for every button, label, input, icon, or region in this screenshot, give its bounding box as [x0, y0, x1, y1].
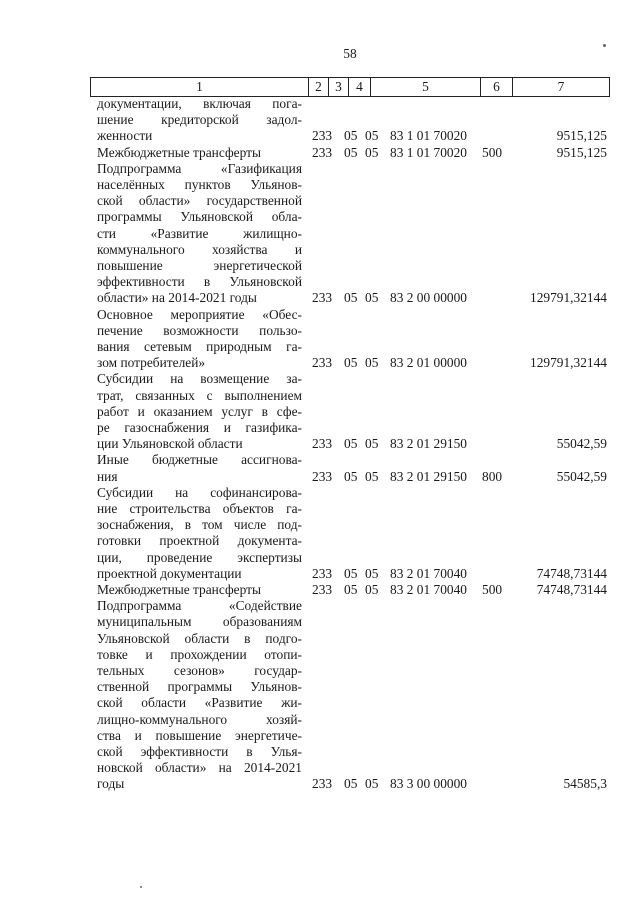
row-description — [97, 598, 302, 792]
description-line: муниципальным образованиям — [97, 614, 302, 630]
description-line: ния — [97, 468, 118, 484]
cell-c6: 500 — [482, 144, 503, 160]
cell-c4: 05 — [365, 436, 379, 452]
cell-c5: 83 2 01 29150 — [390, 436, 467, 452]
description-line: ции, проведение экспертизы — [97, 549, 302, 565]
description-line: эффективности в Ульяновской — [97, 274, 302, 290]
description-line: документации, включая пога- — [97, 96, 302, 111]
description-line: Субсидии на софинансирова- — [97, 484, 302, 500]
cell-c4: 05 — [365, 565, 379, 581]
description-line: проектной документации — [97, 565, 242, 581]
cell-c7: 9515,125 — [556, 144, 607, 160]
description-line: ние строительства объектов га- — [97, 501, 302, 516]
cell-c7: 129791,32144 — [530, 290, 607, 306]
description-line: Межбюджетные трансферты — [97, 144, 261, 160]
description-line: товке и прохождении отопи- — [97, 646, 302, 662]
description-line: тельных сезонов» государ- — [97, 663, 302, 678]
description-line: населённых пунктов Ульянов- — [97, 177, 302, 192]
cell-c5: 83 2 00 00000 — [390, 290, 467, 306]
cell-c3: 05 — [344, 468, 358, 484]
description-line: шение кредиторской задол- — [97, 112, 302, 128]
cell-c4: 05 — [365, 582, 379, 597]
cell-c2: 233 — [312, 776, 333, 792]
description-line: ственной программы Ульянов- — [97, 679, 302, 695]
header-col-7: 7 — [557, 79, 565, 94]
cell-c2: 233 — [312, 436, 333, 452]
cell-c5: 83 2 01 29150 — [390, 468, 467, 484]
cell-c5: 83 3 00 00000 — [390, 776, 467, 792]
description-line: годы — [97, 776, 125, 792]
cell-c2: 233 — [312, 128, 333, 144]
description-line: коммунального хозяйства и — [97, 241, 302, 257]
row-description — [97, 582, 302, 598]
description-line: области» на 2014-2021 годы — [97, 290, 257, 306]
cell-c7: 9515,125 — [556, 128, 607, 144]
cell-c7: 55042,59 — [556, 436, 607, 452]
description-line: Основное мероприятие «Обес- — [97, 306, 302, 322]
description-line: зом потребителей» — [97, 355, 206, 371]
description-line: лищно-коммунального хозяй- — [97, 711, 302, 727]
cell-c5: 83 1 01 70020 — [390, 144, 467, 160]
cell-c3: 05 — [344, 436, 358, 452]
cell-c2: 233 — [312, 565, 333, 581]
row-description — [97, 161, 302, 307]
scan-speck — [140, 886, 142, 888]
row-description — [97, 452, 302, 484]
cell-c3: 05 — [344, 128, 358, 144]
header-col-2: 2 — [309, 78, 329, 96]
description-line: Иные бюджетные ассигнова- — [97, 452, 302, 468]
header-col-4: 4 — [349, 78, 371, 96]
description-line: ской области» государственной — [97, 193, 302, 209]
description-line: новской области» на 2014-2021 — [97, 760, 302, 776]
page-number: 58 — [343, 46, 357, 61]
row-description — [97, 307, 302, 372]
cell-c7: 74748,73144 — [536, 565, 607, 581]
description-line: ре газоснабжения и газифика- — [97, 420, 302, 435]
header-col-6: 6 — [481, 78, 513, 96]
description-line: Межбюджетные трансферты — [97, 582, 261, 597]
description-line: ства и повышение энергетиче- — [97, 727, 302, 743]
cell-c2: 233 — [312, 355, 333, 371]
description-line: ской эффективности в Улья- — [97, 744, 302, 760]
cell-c5: 83 2 01 00000 — [390, 355, 467, 371]
description-line: ции Ульяновской области — [97, 436, 243, 452]
description-line: повышение энергетической — [97, 258, 302, 274]
cell-c7: 54585,3 — [563, 776, 607, 792]
header-col-1: 1 — [91, 78, 309, 96]
description-line: печение возможности пользо- — [97, 322, 302, 338]
cell-c4: 05 — [365, 128, 379, 144]
description-line: сти «Развитие жилищно- — [97, 225, 302, 241]
cell-c4: 05 — [365, 776, 379, 792]
header-col-5: 5 — [371, 78, 481, 96]
description-line: ской области «Развитие жи- — [97, 695, 302, 711]
cell-c2: 233 — [312, 290, 333, 306]
description-line: Субсидии на возмещение за- — [97, 371, 302, 387]
description-line: Подпрограмма «Содействие — [97, 598, 302, 614]
cell-c2: 233 — [312, 582, 333, 597]
cell-c3: 05 — [344, 565, 358, 581]
description-line: готовки проектной документа- — [97, 533, 302, 549]
scan-speck — [603, 44, 606, 47]
description-line: работ и оказанием услуг в сфе- — [97, 403, 302, 419]
row-description — [97, 145, 302, 161]
cell-c4: 05 — [365, 144, 379, 160]
row-description — [97, 96, 302, 145]
header-col-3: 3 — [329, 78, 349, 96]
cell-c6: 500 — [482, 582, 503, 597]
cell-c5: 83 1 01 70020 — [390, 128, 467, 144]
cell-c4: 05 — [365, 468, 379, 484]
cell-c4: 05 — [365, 355, 379, 371]
description-line: Ульяновской области в подго- — [97, 630, 302, 646]
cell-c3: 05 — [344, 144, 358, 160]
cell-c5: 83 2 01 70040 — [390, 565, 467, 581]
cell-c6: 800 — [482, 468, 503, 484]
cell-c7: 55042,59 — [556, 468, 607, 484]
cell-c2: 233 — [312, 468, 333, 484]
description-line: Подпрограмма «Газификация — [97, 160, 302, 176]
table-header — [90, 77, 610, 97]
description-line: трат, связанных с выполнением — [97, 387, 302, 403]
cell-c2: 233 — [312, 144, 333, 160]
cell-c7: 74748,73144 — [536, 582, 607, 597]
description-line: зоснабжения, в том числе под- — [97, 517, 302, 533]
cell-c7: 129791,32144 — [530, 355, 607, 371]
cell-c3: 05 — [344, 290, 358, 306]
cell-c3: 05 — [344, 355, 358, 371]
row-description — [97, 371, 302, 452]
cell-c5: 83 2 01 70040 — [390, 582, 467, 597]
description-line: программы Ульяновской обла- — [97, 209, 302, 225]
cell-c3: 05 — [344, 582, 358, 597]
cell-c3: 05 — [344, 776, 358, 792]
description-line: вания сетевым природным га- — [97, 339, 302, 354]
row-description — [97, 485, 302, 582]
cell-c4: 05 — [365, 290, 379, 306]
description-line: женности — [97, 128, 153, 144]
